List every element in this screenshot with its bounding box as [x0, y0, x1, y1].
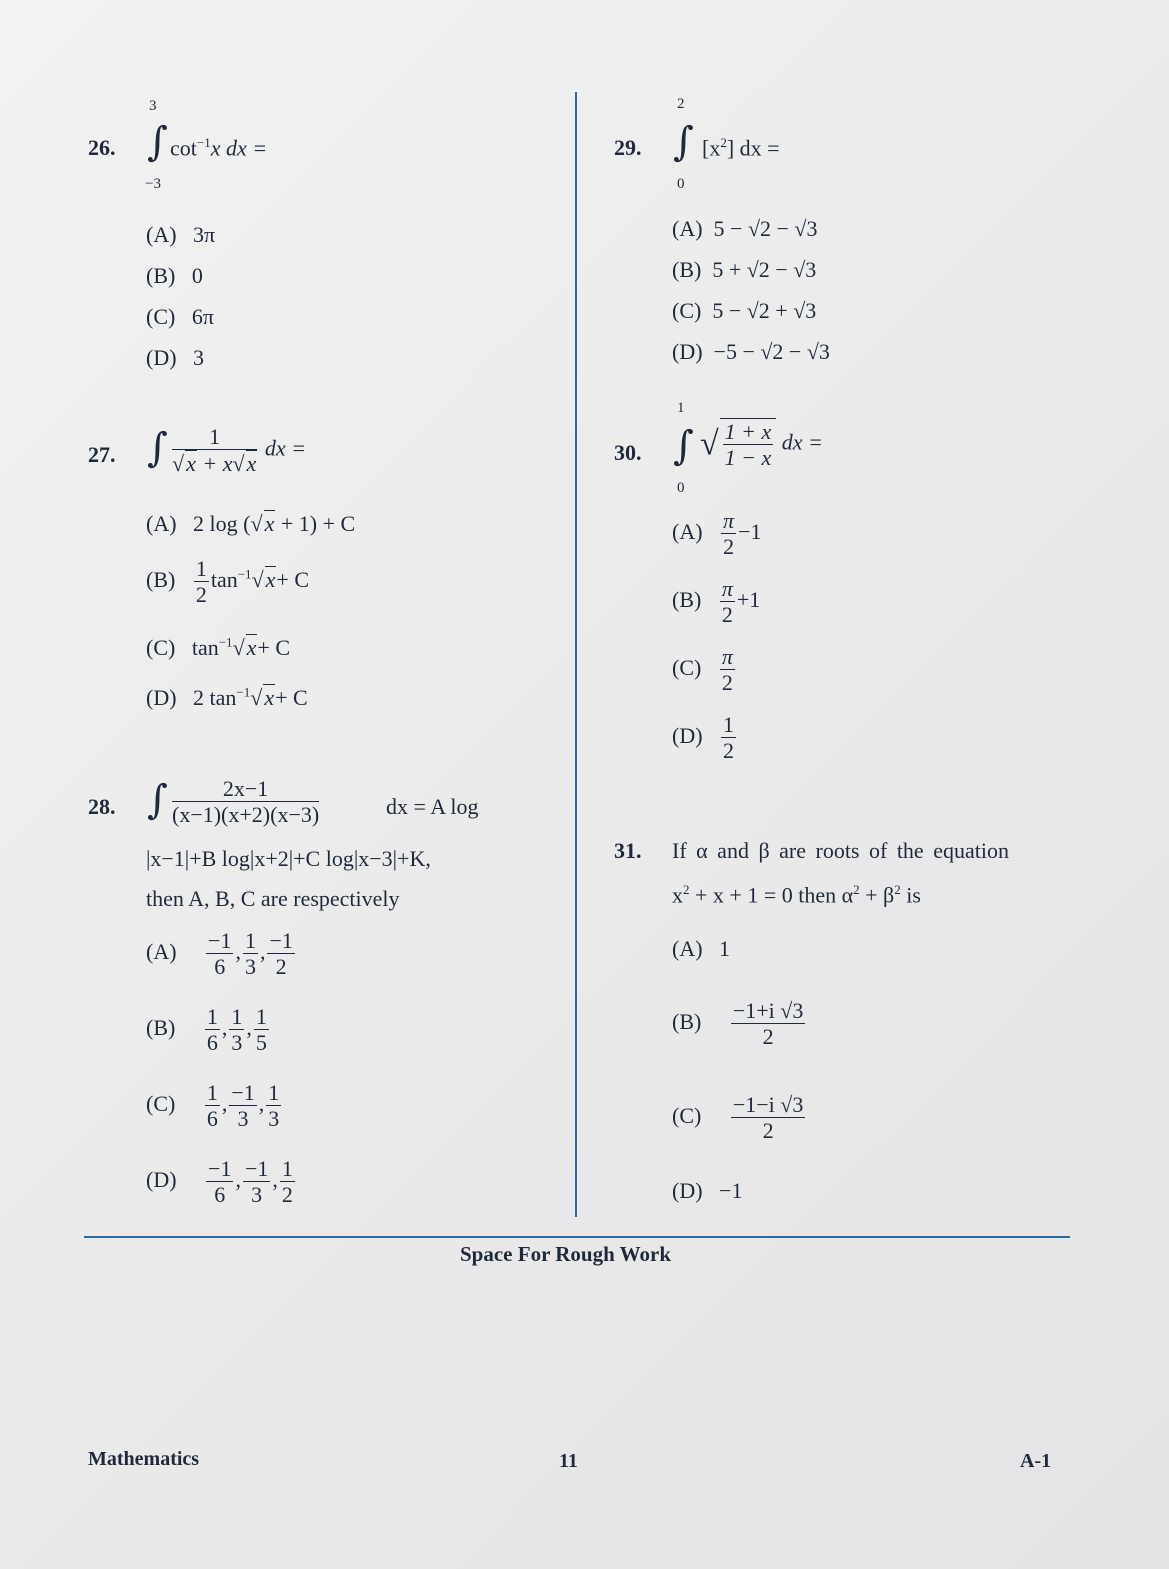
upper-limit: 1	[677, 400, 685, 416]
question-equation: $x^2 + x + 1 = 0$ then $\alpha^2 + \beta^2$ is	[672, 882, 921, 908]
option-d[interactable]: (D) −5 − √2 − √3	[672, 339, 830, 364]
option-a[interactable]: (A) 2 log (√x + 1) + C	[146, 511, 356, 536]
question-number: 28.	[88, 794, 116, 819]
option-d[interactable]: (D) $\frac{-1}{6}$ , $\frac{-1}{3}$ , $\frac{1}{2}$	[146, 1156, 293, 1208]
upper-limit: 3	[149, 98, 157, 114]
integrand: $\frac{1}{√x + x√x}$ dx =	[172, 424, 306, 477]
equation-rhs: dx = A log	[386, 794, 479, 819]
option-c[interactable]: (C) $\frac{\pi}{2}$	[672, 644, 733, 696]
option-b[interactable]: (B) $\frac{-1+i √3}{2}$	[672, 998, 804, 1050]
integral-sign: ∫	[673, 119, 694, 165]
question-number: 27.	[88, 442, 116, 467]
lower-limit: 0	[677, 480, 685, 496]
integrand: $\cot^{-1}x$ dx =	[170, 135, 268, 161]
footer-divider	[84, 1236, 1070, 1238]
option-c[interactable]: (C) $\tan^{-1}√x+ C$	[146, 634, 290, 660]
option-b[interactable]: (B) $\frac{1}{6}$ , $\frac{1}{3}$ , $\frac{1}{5}$	[146, 1004, 267, 1056]
option-c[interactable]: (C) 5 − √2 + √3	[672, 298, 817, 323]
integral-sign: ∫	[147, 777, 168, 823]
option-a[interactable]: (A) 3π	[146, 222, 216, 247]
option-a[interactable]: (A) $\frac{-1}{6}$ , $\frac{1}{3}$ , $\frac{-1}{2}$	[146, 928, 293, 980]
option-d[interactable]: (D) $\frac{1}{2}$	[672, 712, 735, 764]
footer-page-number: 11	[559, 1450, 578, 1472]
integral-sign: ∫	[673, 423, 694, 469]
option-b[interactable]: (B) 0	[146, 263, 203, 288]
question-number: 30.	[614, 440, 642, 465]
question-number: 29.	[614, 135, 642, 160]
question-number: 26.	[88, 135, 116, 160]
option-b[interactable]: (B) $\frac{1}{2}$ $\tan^{-1}√x+ C$	[146, 556, 309, 608]
option-a[interactable]: (A) 5 − √2 − √3	[672, 216, 818, 241]
option-c[interactable]: (C) $\frac{1}{6}$ , $\frac{-1}{3}$ , $\frac{1}{3}$	[146, 1080, 280, 1132]
integrand: $\frac{2x-1}{(x-1)(x+2)(x-3)}$	[172, 776, 320, 828]
option-a[interactable]: (A) $\frac{\pi}{2}$ −1	[672, 508, 762, 560]
lower-limit: 0	[677, 176, 685, 192]
column-divider	[575, 92, 577, 1217]
upper-limit: 2	[677, 96, 685, 112]
options	[146, 214, 215, 378]
option-b[interactable]: (B) 5 + √2 − √3	[672, 257, 817, 282]
integral-sign: ∫	[147, 425, 168, 471]
footer-subject: Mathematics	[88, 1448, 200, 1470]
lower-limit: −3	[145, 176, 161, 192]
integral-sign: ∫	[147, 119, 168, 165]
option-d[interactable]: (D) −1	[672, 1178, 743, 1203]
option-d[interactable]: (D) 2 $\tan^{-1}√x+ C$	[146, 684, 308, 710]
integrand: √ $\frac{1 + x}{1 - x}$ dx =	[700, 419, 823, 471]
question-number: 31.	[614, 838, 642, 863]
question-text: If α and β are roots of the equation	[672, 838, 1009, 863]
option-c[interactable]: (C) 6π	[146, 304, 214, 329]
option-a[interactable]: (A) 1	[672, 936, 731, 961]
rough-work-label: Space For Rough Work	[460, 1242, 672, 1266]
option-b[interactable]: (B) $\frac{\pi}{2}$ +1	[672, 576, 761, 628]
equation-line-2: |x−1|+B log|x+2|+C log|x−3|+K,	[146, 846, 431, 871]
footer-paper-code: A-1	[1020, 1450, 1052, 1472]
question-text: then A, B, C are respectively	[146, 886, 400, 911]
options	[672, 208, 830, 372]
integrand: $[x^2]$ dx =	[702, 135, 780, 161]
option-d[interactable]: (D) 3	[146, 345, 205, 370]
option-c[interactable]: (C) $\frac{-1-i √3}{2}$	[672, 1092, 804, 1144]
